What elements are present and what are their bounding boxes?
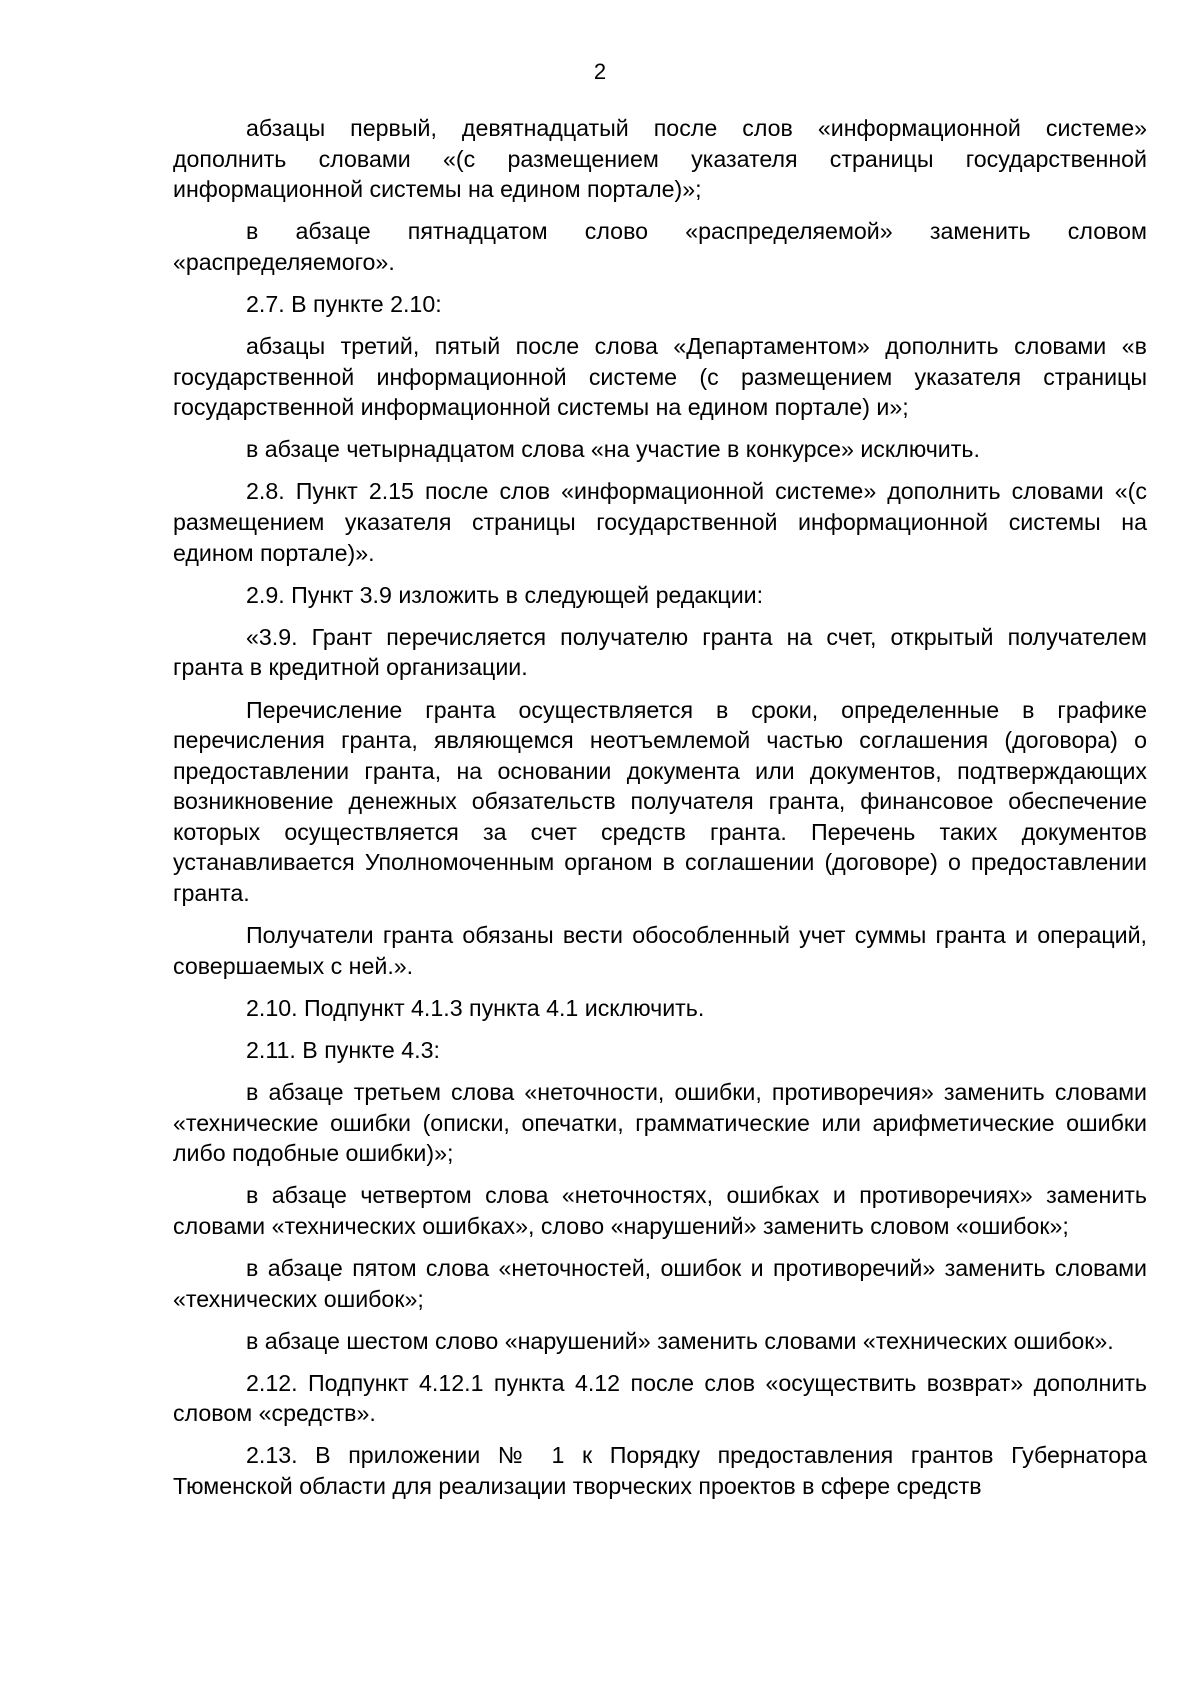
paragraph: Перечисление гранта осуществляется в сроки, определенные в графике перечисления гранта, являющемся неотъемлемой частью соглашения (договора) о предоставлении гранта, на основании документа или документов, подтверждающих возникновение денежных обязательств получателя гранта, финансовое обеспечение которых осуществляется за счет средств гранта. Перечень таких документов устанавливается Уполномоченным органом в соглашении (договоре) о предоставлении гранта. [173, 696, 1147, 907]
paragraph: 2.8. Пункт 2.15 после слов «информационной системе» дополнить словами «(с размещением указателя страницы государственной информационной системы на едином портале)». [173, 478, 1147, 566]
paragraph: 2.11. В пункте 4.3: [246, 1036, 440, 1063]
paragraph: в абзаце третьем слова «неточности, ошибки, противоречия» заменить словами «технические ошибки (описки, опечатки, грамматические или арифметические ошибки либо подобные ошибки)»; [173, 1079, 1147, 1167]
paragraph: в абзаце четвертом слова «неточностях, ошибках и противоречиях» заменить словами «технических ошибках», слово «нарушений» заменить словом «ошибок»; [173, 1182, 1147, 1239]
paragraph: в абзаце пятнадцатом слово «распределяемой» заменить словом «распределяемого». [173, 218, 1147, 275]
paragraph: 2.7. В пункте 2.10: [246, 290, 442, 317]
paragraph: в абзаце шестом слово «нарушений» заменить словами «технических ошибок». [246, 1327, 1114, 1354]
paragraph: в абзаце четырнадцатом слова «на участие в конкурсе» исключить. [246, 436, 980, 463]
paragraph: 2.13. В приложении № 1 к Порядку предоставления грантов Губернатора Тюменской области для реализации творческих проектов в сфере средств [173, 1442, 1147, 1500]
paragraph: 2.10. Подпункт 4.1.3 пункта 4.1 исключить. [246, 994, 705, 1021]
page-number: 2 [593, 59, 607, 84]
paragraph: абзацы первый, девятнадцатый после слов «информационной системе» дополнить словами «(с размещением указателя страницы государственной информационной системы на едином портале)»; [173, 115, 1147, 203]
paragraph: «3.9. Грант перечисляется получателю гранта на счет, открытый получателем гранта в кредитной организации. [173, 623, 1147, 681]
paragraph: абзацы третий, пятый после слова «Департаментом» дополнить словами «в государственной информационной системе (с размещением указателя страницы государственной информационной системы на едином портале) и»; [173, 333, 1147, 421]
document-body [173, 113, 1147, 1513]
paragraph: в абзаце пятом слова «неточностей, ошибок и противоречий» заменить словами «технических ошибок»; [173, 1255, 1147, 1312]
paragraph: 2.12. Подпункт 4.12.1 пункта 4.12 после слов «осуществить возврат» дополнить словом «средств». [173, 1369, 1147, 1427]
paragraph: Получатели гранта обязаны вести обособленный учет суммы гранта и операций, совершаемых с ней.». [173, 922, 1147, 979]
paragraph: 2.9. Пункт 3.9 изложить в следующей редакции: [246, 581, 764, 608]
